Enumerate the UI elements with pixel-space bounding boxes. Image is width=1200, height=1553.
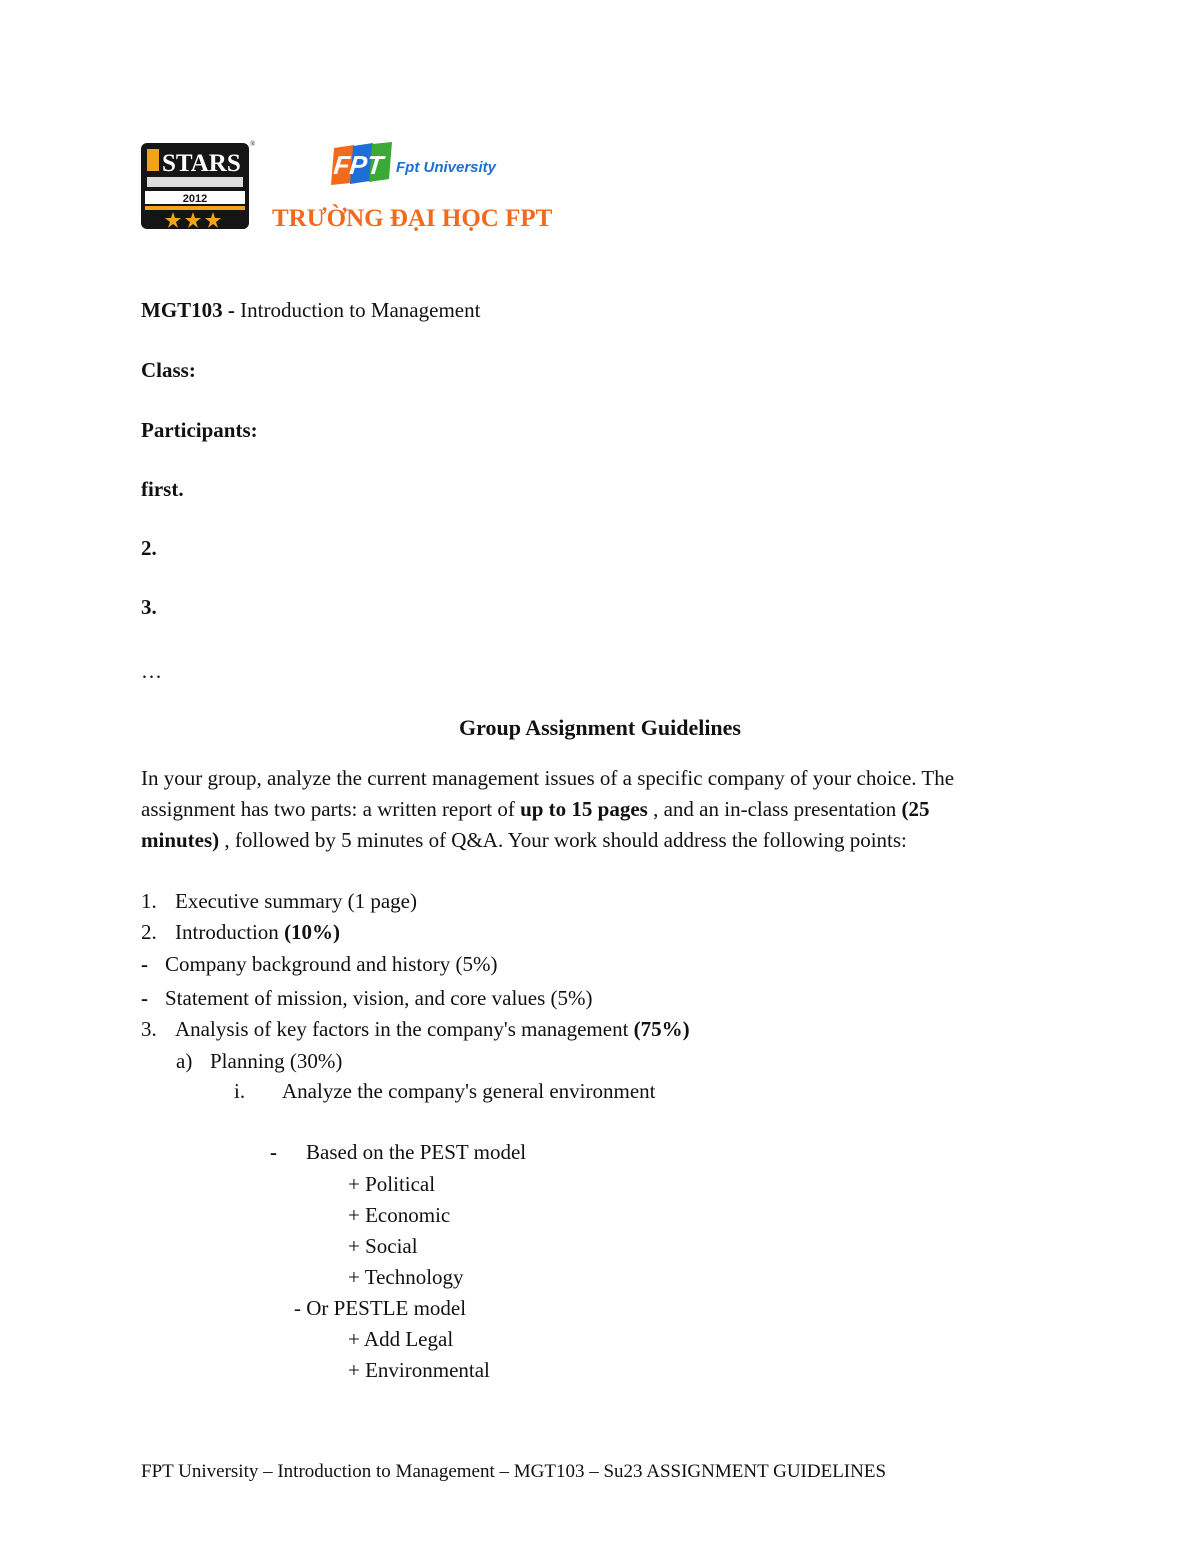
list-text: Analysis of key factors in the company's management [175,1017,634,1041]
fpt-logo-subtitle: Fpt University [396,159,497,176]
stars-logo-brand: STARS [162,150,241,177]
list-number: 3. [141,1017,157,1041]
list-weight: (75%) [633,1017,690,1041]
list-text: Introduction [175,920,285,944]
outline-item-3 [141,1017,690,1041]
list-dash: - [141,986,148,1010]
course-separator: - [222,298,241,322]
participant-item-2: 2. [141,536,157,560]
intro-text: , followed by 5 minutes of Q&A. Your work should address the following points: [219,828,907,852]
fpt-logo-mark [331,142,392,185]
list-text: Based on the PEST model [306,1140,527,1164]
list-dash: - [141,952,148,976]
participant-ellipsis: … [141,659,162,683]
list-text: Company background and history (5%) [165,952,498,976]
outline-subitem-mission [141,986,593,1010]
list-dash: - [270,1140,277,1164]
pest-factor-political: + Political [348,1172,436,1196]
outline-item-3a-i [234,1079,655,1103]
course-name: Introduction to Management [240,298,481,322]
outline-item-1 [141,889,417,913]
pest-factor-economic: + Economic [348,1203,451,1227]
participants-label: Participants: [141,418,258,442]
list-number: 2. [141,920,157,944]
fpt-logo-school-name: TRƯỜNG ĐẠI HỌC FPT [272,205,553,232]
fpt-logo-letters: FPT [332,150,385,180]
stars-logo-year: 2012 [182,193,208,205]
outline-item-3a [176,1049,342,1073]
svg-text:®: ® [250,140,256,148]
stars-rating-logo [140,140,254,230]
list-text: Executive summary (1 page) [175,889,417,913]
list-text: Analyze the company's general environment [282,1079,656,1103]
page-footer: FPT University – Introduction to Management – MGT103 – Su23 ASSIGNMENT GUIDELINES [141,1461,887,1482]
list-weight: (10%) [284,920,341,944]
list-number: a) [176,1049,193,1073]
intro-line-3 [141,825,1061,856]
participant-item-1: first. [141,477,184,501]
document-heading: Group Assignment Guidelines [459,715,741,740]
list-text: Statement of mission, vision, and core values (5%) [165,986,593,1010]
intro-bold-minutes: (25 [901,797,930,821]
outline-item-2 [141,920,340,944]
intro-bold-minutes-end: minutes) [141,828,220,852]
pestle-factor-legal: + Add Legal [348,1327,454,1351]
pest-factor-social: + Social [348,1234,418,1258]
intro-paragraph [141,763,1061,856]
intro-bold-pages: up to 15 pages [520,797,648,821]
pest-factor-technology: + Technology [348,1265,464,1289]
list-number: 1. [141,889,157,913]
list-number: i. [234,1079,246,1103]
pest-model-item [270,1140,526,1164]
participant-item-3: 3. [141,595,157,619]
pestle-factor-environmental: + Environmental [348,1358,490,1382]
outline-subitem-background [141,952,497,976]
intro-line-1: In your group, analyze the current management issues of a specific company of your choice. The [141,766,955,790]
intro-text: , and an in-class presentation [647,797,902,821]
course-code: MGT103 [141,298,223,322]
class-label: Class: [141,358,196,382]
fpt-university-logo [272,140,553,235]
intro-text: assignment has two parts: a written report of [141,797,521,821]
list-text: Planning (30%) [210,1049,343,1073]
course-title [141,298,480,322]
intro-line-2 [141,794,1061,825]
pestle-model-item: - Or PESTLE model [294,1296,467,1320]
